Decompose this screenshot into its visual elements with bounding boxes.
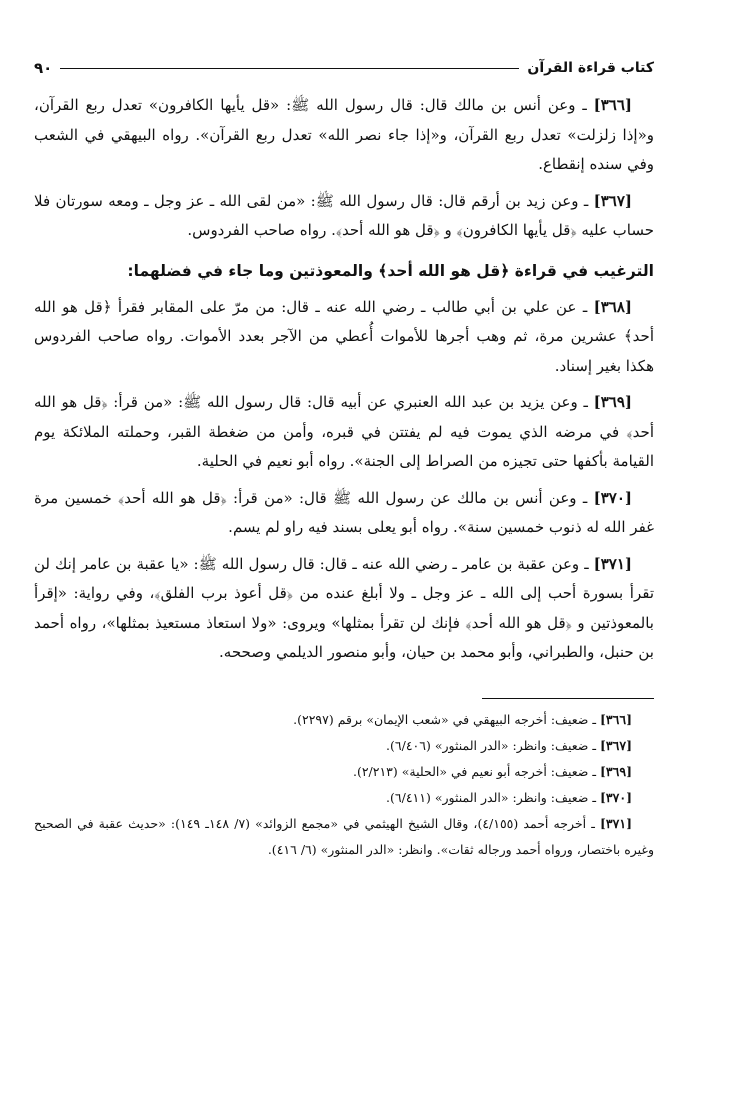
footnote-371 — [34, 811, 654, 863]
footnote-text: ـ ضعيف: وانظر: «الدر المنثور» (٦/٤١١). — [386, 789, 600, 805]
hadith-number: [٣٦٧] — [593, 191, 632, 210]
footnote-text: ـ ضعيف: وانظر: «الدر المنثور» (٦/٤٠٦). — [386, 737, 600, 753]
hadith-370 — [34, 484, 654, 543]
book-title: كتاب قراءة القرآن — [527, 60, 654, 76]
hadith-number: [٣٧٠] — [593, 488, 632, 507]
footnote-number: [٣٦٩] — [600, 763, 632, 779]
hadith-371 — [34, 550, 654, 668]
section-heading: الترغيب في قراءة ﴿قل هو الله أحد﴾ والمعوذتين وما جاء في فضلهما: — [127, 261, 654, 280]
footnote-370 — [34, 785, 654, 811]
hadith-text: ـ وعن يزيد بن عبد الله العنبري عن أبيه قال: قال رسول الله ﷺ: «من قرأ: ﴿قل هو الله أحد﴾ في مرضه الذي يموت فيه لم يفتتن في قبره، وأمن من ضغطة القبر، وحملته الملائكة يوم القيامة بأكفها حتى تجيزه من الصراط إلى الجنة». رواه أبو نعيم في الحلية. — [34, 393, 654, 470]
footnote-text: ـ ضعيف: أخرجه البيهقي في «شعب الإيمان» برقم (٢٢٩٧). — [293, 711, 600, 727]
footnote-number: [٣٦٦] — [600, 711, 632, 727]
hadith-366 — [34, 91, 654, 180]
running-header — [34, 52, 654, 84]
footnote-369 — [34, 759, 654, 785]
hadith-368 — [34, 293, 654, 382]
hadith-text: ـ وعن زيد بن أرقم قال: قال رسول الله ﷺ: «من لقى الله ـ عز وجل ـ ومعه سورتان فلا حساب عليه ﴿قل يأيها الكافرون﴾ و ﴿قل هو الله أحد﴾. رواه صاحب الفردوس. — [34, 191, 654, 239]
hadith-number: [٣٦٩] — [593, 393, 632, 411]
book-page — [34, 52, 654, 863]
hadith-number: [٣٧١] — [593, 554, 632, 573]
footnote-367 — [34, 733, 654, 759]
hadith-text: ـ وعن أنس بن مالك عن رسول الله ﷺ قال: «من قرأ: ﴿قل هو الله أحد﴾ خمسين مرة غفر الله له ذنوب خمسين سنة». رواه أبو يعلى بسند فيه راو لم يسم. — [34, 488, 654, 536]
hadith-text: ـ عن علي بن أبي طالب ـ رضي الله عنه ـ قال: من مرّ على المقابر فقرأ ﴿قل هو الله أحد﴾ عشرين مرة، ثم وهب أجرها للأموات أُعطي من الآجر بعدد الأموات. رواه صاحب الفردوس هكذا بغير إسناد. — [34, 297, 654, 375]
footnote-separator — [482, 698, 654, 699]
footnote-number: [٣٧٠] — [600, 789, 632, 805]
hadith-number: [٣٦٨] — [593, 297, 632, 316]
hadith-text: ـ وعن عقبة بن عامر ـ رضي الله عنه ـ قال: قال رسول الله ﷺ: «يا عقبة بن عامر إنك لن تقرأ بسورة أحب إلى الله ـ عز وجل ـ ولا أبلغ عنده من ﴿قل أعوذ برب الفلق﴾، وفي رواية: «إقرأ بالمعوذتين و ﴿قل هو الله أحد﴾ فإنك لن تقرأ بمثلها» ويروى: «ولا استعاذ مستعيذ بمثلها»، رواه أحمد بن حنبل، والطبراني، وأبو محمد بن حيان، وأبو منصور الديلمي وصححه. — [34, 554, 654, 661]
hadith-367 — [34, 187, 654, 246]
hadith-text: ـ وعن أنس بن مالك قال: قال رسول الله ﷺ: «قل يأيها الكافرون» تعدل ربع القرآن، و«إذا زلزلت» تعدل ربع القرآن، و«إذا جاء نصر الله» تعدل ربع القرآن». رواه البيهقي في الشعب وفي سنده إنقطاع. — [34, 96, 654, 173]
footnote-number: [٣٦٧] — [600, 737, 632, 753]
footnote-number: [٣٧١] — [599, 815, 632, 831]
footnote-366 — [34, 707, 654, 733]
footnote-text: ـ أخرجه أحمد (٤/١٥٥)، وقال الشيخ الهيثمي في «مجمع الزوائد» (٧/ ١٤٨ـ ١٤٩): «حديث عقبة في الصحيح وغيره باختصار، ورواه أحمد ورجاله ثقات». وانظر: «الدر المنثور» (٦/ ٤١٦). — [34, 815, 654, 857]
footnote-text: ـ ضعيف: أخرجه أبو نعيم في «الحلية» (٢/٢١٣). — [352, 763, 600, 779]
header-rule — [60, 68, 519, 69]
hadith-369 — [34, 388, 654, 477]
page-number: ٩٠ — [34, 59, 53, 77]
hadith-number: [٣٦٦] — [593, 96, 632, 114]
